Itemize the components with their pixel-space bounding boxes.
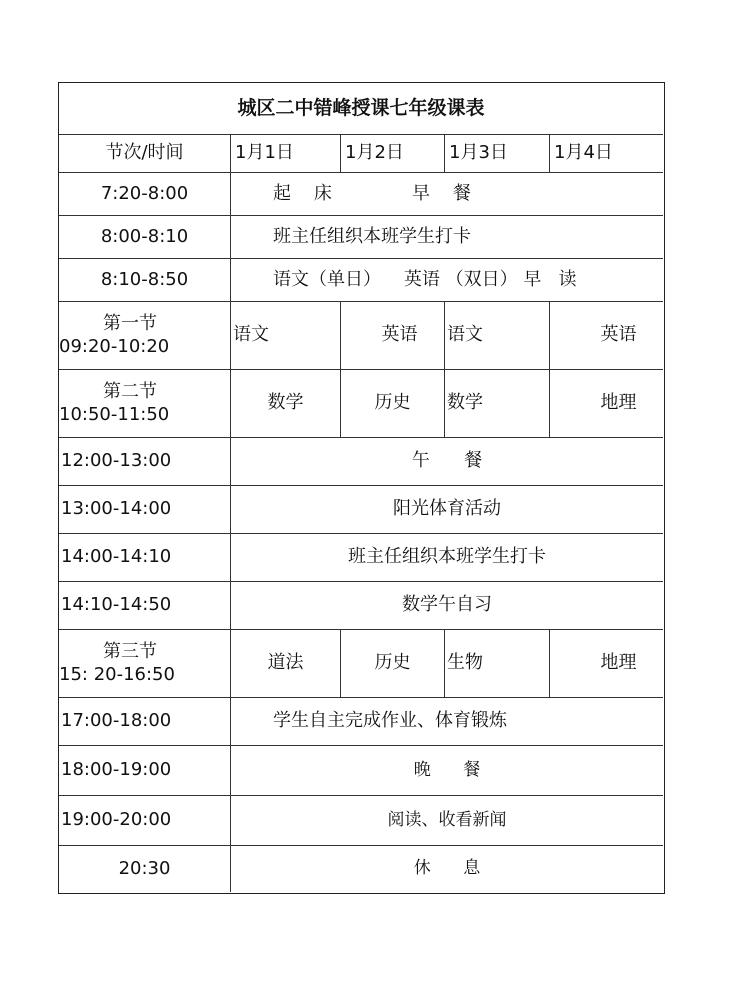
time-cell: 7:20-8:00 bbox=[59, 173, 231, 216]
schedule-table bbox=[58, 82, 665, 894]
time-cell: 12:00-13:00 bbox=[59, 438, 231, 486]
subject-cell: 语文 bbox=[231, 302, 341, 370]
subject-cell: 地理 bbox=[550, 630, 663, 698]
time-cell: 14:10-14:50 bbox=[59, 582, 231, 630]
activity-cell: 班主任组织本班学生打卡 bbox=[231, 534, 663, 582]
period-time: 09:20-10:20 bbox=[59, 335, 170, 357]
time-cell: 8:00-8:10 bbox=[59, 216, 231, 259]
period-time: 15: 20-16:50 bbox=[59, 663, 175, 685]
subject-cell: 道法 bbox=[231, 630, 341, 698]
subject-cell: 地理 bbox=[550, 370, 663, 438]
subject-cell: 数学 bbox=[231, 370, 341, 438]
header-day-3: 1月3日 bbox=[445, 135, 550, 173]
time-cell: 8:10-8:50 bbox=[59, 259, 231, 302]
header-day-4: 1月4日 bbox=[550, 135, 663, 173]
time-cell: 20:30 bbox=[59, 846, 231, 892]
activity-cell: 语文（单日） 英语 （双日） 早 读 bbox=[231, 259, 663, 302]
activity-cell: 阅读、收看新闻 bbox=[231, 796, 663, 846]
table-title: 城区二中错峰授课七年级课表 bbox=[59, 83, 663, 135]
header-day-2: 1月2日 bbox=[341, 135, 445, 173]
time-cell: 17:00-18:00 bbox=[59, 698, 231, 746]
period-label: 第二节 bbox=[103, 381, 157, 402]
subject-cell: 历史 bbox=[341, 370, 445, 438]
time-cell: 14:00-14:10 bbox=[59, 534, 231, 582]
activity-cell: 晚 餐 bbox=[231, 746, 663, 796]
activity-cell: 阳光体育活动 bbox=[231, 486, 663, 534]
activity-cell: 午 餐 bbox=[231, 438, 663, 486]
subject-cell: 语文 bbox=[445, 302, 550, 370]
time-cell: 18:00-19:00 bbox=[59, 746, 231, 796]
activity-cell: 班主任组织本班学生打卡 bbox=[231, 216, 663, 259]
activity-cell: 数学午自习 bbox=[231, 582, 663, 630]
period-cell bbox=[59, 370, 231, 438]
time-cell: 19:00-20:00 bbox=[59, 796, 231, 846]
subject-cell: 英语 bbox=[550, 302, 663, 370]
subject-cell: 生物 bbox=[445, 630, 550, 698]
period-cell bbox=[59, 302, 231, 370]
period-cell bbox=[59, 630, 231, 698]
period-time: 10:50-11:50 bbox=[59, 403, 170, 425]
time-cell: 13:00-14:00 bbox=[59, 486, 231, 534]
activity-cell: 休 息 bbox=[413, 858, 481, 879]
subject-cell: 历史 bbox=[341, 630, 445, 698]
subject-cell: 数学 bbox=[445, 370, 550, 438]
activity-cell: 学生自主完成作业、体育锻炼 bbox=[231, 698, 663, 746]
subject-cell: 英语 bbox=[341, 302, 445, 370]
activity-cell: 起 床 早 餐 bbox=[231, 173, 663, 216]
header-day-1: 1月1日 bbox=[231, 135, 341, 173]
header-label: 节次/时间 bbox=[59, 135, 231, 173]
period-label: 第一节 bbox=[103, 313, 157, 334]
period-label: 第三节 bbox=[103, 641, 157, 662]
